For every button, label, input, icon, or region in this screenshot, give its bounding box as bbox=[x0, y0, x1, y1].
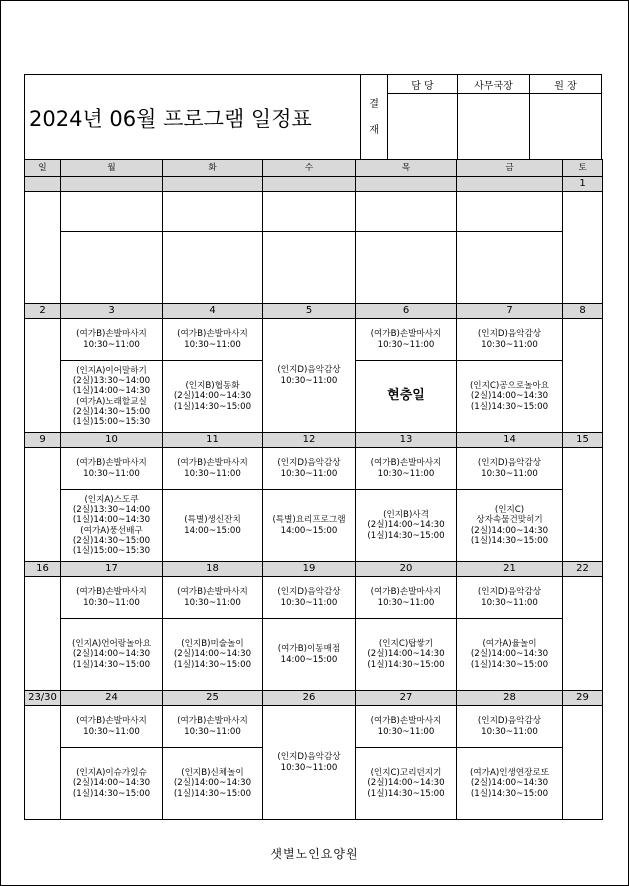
event-cell[interactable] bbox=[61, 232, 163, 304]
approval-label bbox=[361, 75, 388, 161]
event-line: (인지C) bbox=[494, 504, 525, 515]
event-line: 14:00~15:00 bbox=[280, 525, 338, 536]
event-line: (1실)14:30~15:00 bbox=[367, 788, 445, 799]
event-line: (인지D)음악감상 bbox=[477, 329, 542, 340]
event-line: 10:30~11:00 bbox=[280, 762, 338, 773]
event-cell[interactable] bbox=[163, 448, 263, 490]
event-cell[interactable] bbox=[163, 490, 263, 562]
day-number: 22 bbox=[563, 562, 603, 577]
event-cell[interactable] bbox=[163, 192, 263, 232]
event-cell[interactable] bbox=[61, 748, 163, 820]
event-cell[interactable] bbox=[61, 319, 163, 361]
saturday-cell bbox=[563, 192, 603, 304]
event-line: (여가A)인생연장로또 bbox=[470, 768, 549, 779]
event-line: (인지D)음악감상 bbox=[277, 458, 341, 469]
weekday-header: 화 bbox=[163, 160, 263, 177]
event-cell[interactable] bbox=[61, 192, 163, 232]
event-line: (인지C)탑쌓기 bbox=[378, 639, 434, 650]
event-cell[interactable] bbox=[163, 577, 263, 619]
event-cell[interactable] bbox=[356, 361, 457, 433]
event-line: (2실)13:30~14:00 bbox=[72, 375, 151, 386]
event-cell[interactable] bbox=[457, 361, 563, 433]
event-line: (인지A)이슈가있슈 bbox=[76, 768, 147, 779]
event-line: (인지D)음악감상 bbox=[477, 587, 542, 598]
event-line: (인지D)음악감상 bbox=[277, 752, 341, 763]
event-cell[interactable] bbox=[356, 232, 457, 304]
weekday-header: 월 bbox=[61, 160, 163, 177]
event-cell[interactable] bbox=[263, 706, 356, 820]
event-line: (특별)생신잔치 bbox=[184, 515, 241, 526]
event-line: (여가B)손발마사지 bbox=[370, 329, 442, 340]
day-number: 18 bbox=[163, 562, 263, 577]
sunday-cell bbox=[25, 319, 61, 433]
sunday-cell bbox=[25, 577, 61, 691]
event-cell[interactable] bbox=[457, 232, 563, 304]
footer-org-name: 샛별노인요양원 bbox=[270, 847, 359, 861]
event-cell[interactable] bbox=[457, 577, 563, 619]
day-number: 16 bbox=[25, 562, 61, 577]
event-line: (여가B)손발마사지 bbox=[177, 458, 248, 469]
event-cell[interactable] bbox=[163, 748, 263, 820]
day-number: 7 bbox=[457, 304, 563, 319]
event-line: (여가B)손발마사지 bbox=[177, 329, 248, 340]
event-line: (1실)14:30~15:00 bbox=[173, 659, 252, 670]
event-line: 10:30~11:00 bbox=[184, 597, 241, 608]
event-cell[interactable] bbox=[263, 577, 356, 619]
day-number: 23/30 bbox=[25, 691, 61, 706]
event-line: (1실)14:30~15:00 bbox=[173, 401, 252, 412]
event-cell[interactable] bbox=[263, 192, 356, 232]
saturday-cell bbox=[563, 577, 603, 691]
event-line: (인지B)미술놀이 bbox=[181, 639, 244, 650]
day-number: 8 bbox=[563, 304, 603, 319]
sign-box-staff[interactable] bbox=[387, 94, 457, 161]
event-line: (2실)14:00~14:30 bbox=[173, 778, 252, 789]
sunday-cell bbox=[25, 192, 61, 304]
day-number: 9 bbox=[25, 433, 61, 448]
event-line: (여가B)손발마사지 bbox=[370, 716, 442, 727]
event-cell[interactable] bbox=[457, 490, 563, 562]
event-line: 10:30~11:00 bbox=[481, 597, 538, 608]
event-cell[interactable] bbox=[163, 319, 263, 361]
event-cell[interactable] bbox=[356, 490, 457, 562]
event-line: 14:00~15:00 bbox=[184, 525, 241, 536]
day-number: 28 bbox=[457, 691, 563, 706]
day-number: 3 bbox=[61, 304, 163, 319]
event-cell[interactable] bbox=[61, 490, 163, 562]
event-line: (여가B)손발마사지 bbox=[76, 329, 147, 340]
day-number bbox=[457, 177, 563, 192]
event-cell[interactable] bbox=[356, 577, 457, 619]
event-line: 10:30~11:00 bbox=[377, 597, 435, 608]
event-line: 10:30~11:00 bbox=[184, 726, 241, 737]
event-line: (1실)14:30~15:00 bbox=[72, 788, 151, 799]
role-director: 원 장 bbox=[529, 75, 601, 94]
event-line: (인지B)협동화 bbox=[185, 381, 240, 392]
event-line: (2실)14:00~14:30 bbox=[72, 649, 151, 660]
event-cell[interactable] bbox=[457, 619, 563, 691]
day-number: 27 bbox=[356, 691, 457, 706]
event-cell[interactable] bbox=[457, 706, 563, 748]
event-line: (특별)요리프로그램 bbox=[272, 515, 346, 526]
event-line: (여가B)손발마사지 bbox=[370, 587, 442, 598]
day-number bbox=[263, 177, 356, 192]
event-cell[interactable] bbox=[263, 232, 356, 304]
sign-box-director[interactable] bbox=[529, 94, 601, 161]
approval-label-1: 결 bbox=[369, 98, 379, 110]
event-line: (여가B)손발마사지 bbox=[76, 587, 147, 598]
event-cell[interactable] bbox=[356, 748, 457, 820]
event-line: (2실)14:00~14:30 bbox=[173, 391, 252, 402]
event-line: (1실)14:00~14:30 bbox=[72, 515, 151, 526]
weekday-header: 목 bbox=[356, 160, 457, 177]
event-line: (인지C)공으로놀아요 bbox=[469, 381, 550, 392]
day-number: 19 bbox=[263, 562, 356, 577]
event-line: (2실)13:30~14:00 bbox=[72, 504, 151, 515]
event-line: (인지D)음악감상 bbox=[277, 365, 341, 376]
sunday-cell bbox=[25, 706, 61, 820]
event-line: (2실)14:30~15:00 bbox=[72, 535, 151, 546]
day-number: 24 bbox=[61, 691, 163, 706]
event-line: (2실)14:00~14:30 bbox=[470, 778, 549, 789]
day-number: 29 bbox=[563, 691, 603, 706]
event-cell[interactable] bbox=[356, 448, 457, 490]
day-number: 2 bbox=[25, 304, 61, 319]
event-line: (인지A)언어랑놀아요 bbox=[72, 639, 151, 650]
page-title: 2024년 06월 프로그램 일정표 bbox=[25, 75, 361, 161]
event-cell[interactable] bbox=[457, 748, 563, 820]
day-number bbox=[356, 177, 457, 192]
event-line: 10:30~11:00 bbox=[280, 597, 338, 608]
day-number: 11 bbox=[163, 433, 263, 448]
event-line: (2실)14:00~14:30 bbox=[72, 778, 151, 789]
role-staff: 담 당 bbox=[387, 75, 457, 94]
day-number: 10 bbox=[61, 433, 163, 448]
event-line: (여가B)손발마사지 bbox=[76, 458, 147, 469]
event-cell[interactable] bbox=[61, 577, 163, 619]
saturday-cell bbox=[563, 319, 603, 433]
event-line: (인지A)이어말하기 bbox=[76, 365, 147, 376]
day-number: 21 bbox=[457, 562, 563, 577]
event-line: (1실)14:30~15:00 bbox=[173, 788, 252, 799]
event-cell[interactable] bbox=[163, 361, 263, 433]
event-line: (2실)14:00~14:30 bbox=[367, 520, 445, 531]
day-number bbox=[61, 177, 163, 192]
event-cell[interactable] bbox=[356, 192, 457, 232]
day-number: 5 bbox=[263, 304, 356, 319]
event-cell[interactable] bbox=[163, 232, 263, 304]
header-table bbox=[24, 74, 602, 161]
event-line: 10:30~11:00 bbox=[481, 468, 538, 479]
weekday-header: 일 bbox=[25, 160, 61, 177]
day-number: 25 bbox=[163, 691, 263, 706]
saturday-cell bbox=[563, 706, 603, 820]
event-line: (인지D)음악감상 bbox=[277, 587, 341, 598]
day-number: 15 bbox=[563, 433, 603, 448]
event-cell[interactable] bbox=[356, 319, 457, 361]
event-line: (여가B)손발마사지 bbox=[76, 716, 147, 727]
event-line: 10:30~11:00 bbox=[481, 339, 538, 350]
event-cell[interactable] bbox=[457, 319, 563, 361]
event-cell[interactable] bbox=[163, 706, 263, 748]
event-line: (1실)14:30~15:00 bbox=[367, 530, 445, 541]
event-cell[interactable] bbox=[356, 619, 457, 691]
day-number: 20 bbox=[356, 562, 457, 577]
event-cell[interactable] bbox=[263, 319, 356, 433]
event-line: (1실)14:30~15:00 bbox=[470, 659, 549, 670]
weekday-header: 토 bbox=[563, 160, 603, 177]
day-number: 14 bbox=[457, 433, 563, 448]
day-number: 17 bbox=[61, 562, 163, 577]
event-line: 10:30~11:00 bbox=[377, 468, 435, 479]
saturday-cell bbox=[563, 448, 603, 562]
event-line: (여가A)노래할교실 bbox=[76, 396, 147, 407]
event-cell[interactable] bbox=[61, 706, 163, 748]
event-line: (2실)14:00~14:30 bbox=[173, 649, 252, 660]
event-cell[interactable] bbox=[263, 448, 356, 490]
event-line: 10:30~11:00 bbox=[377, 726, 435, 737]
event-line: (1실)14:30~15:00 bbox=[470, 788, 549, 799]
event-cell[interactable] bbox=[61, 361, 163, 433]
event-line: (2실)14:00~14:30 bbox=[367, 778, 445, 789]
event-line: 14:00~15:00 bbox=[280, 654, 338, 665]
sign-box-secretary[interactable] bbox=[457, 94, 529, 161]
event-cell[interactable] bbox=[61, 619, 163, 691]
day-number: 26 bbox=[263, 691, 356, 706]
weekday-header: 수 bbox=[263, 160, 356, 177]
event-line: (2실)14:00~14:30 bbox=[470, 649, 549, 660]
event-line: (1실)14:30~15:00 bbox=[470, 535, 549, 546]
event-line: (인지C)고리던지기 bbox=[370, 768, 442, 779]
event-cell[interactable] bbox=[457, 192, 563, 232]
event-line: (인지B)신체놀이 bbox=[181, 768, 244, 779]
event-line: 10:30~11:00 bbox=[83, 597, 140, 608]
day-number bbox=[25, 177, 61, 192]
event-line: 10:30~11:00 bbox=[184, 468, 241, 479]
event-line: (1실)15:00~15:30 bbox=[72, 417, 151, 428]
event-line: (2실)14:00~14:30 bbox=[470, 391, 549, 402]
event-line: 10:30~11:00 bbox=[377, 339, 435, 350]
event-line: 상자속물건맞히기 bbox=[476, 515, 543, 526]
calendar-table bbox=[24, 159, 603, 820]
event-line: (여가B)손발마사지 bbox=[177, 716, 248, 727]
sunday-cell bbox=[25, 448, 61, 562]
event-cell[interactable] bbox=[356, 706, 457, 748]
event-line: (여가A)율놀이 bbox=[482, 639, 537, 650]
event-cell[interactable] bbox=[263, 619, 356, 691]
event-cell[interactable] bbox=[61, 448, 163, 490]
event-line: (1실)14:30~15:00 bbox=[470, 401, 549, 412]
event-line: (2실)14:30~15:00 bbox=[72, 406, 151, 417]
event-line: 10:30~11:00 bbox=[83, 468, 140, 479]
day-number: 1 bbox=[563, 177, 603, 192]
event-line: 현충일 bbox=[387, 388, 425, 404]
event-line: 10:30~11:00 bbox=[184, 339, 241, 350]
event-line: (인지B)사격 bbox=[383, 510, 429, 521]
event-line: (2실)14:00~14:30 bbox=[367, 649, 445, 660]
event-cell[interactable] bbox=[263, 490, 356, 562]
event-line: (여가A)풍선배구 bbox=[80, 525, 143, 536]
day-number: 6 bbox=[356, 304, 457, 319]
event-line: (인지D)음악감상 bbox=[477, 458, 542, 469]
event-line: 10:30~11:00 bbox=[280, 375, 338, 386]
event-cell[interactable] bbox=[457, 448, 563, 490]
event-line: (1실)15:00~15:30 bbox=[72, 546, 151, 557]
day-number bbox=[163, 177, 263, 192]
event-line: (2실)14:00~14:30 bbox=[470, 525, 549, 536]
weekday-header: 금 bbox=[457, 160, 563, 177]
event-line: (1실)14:00~14:30 bbox=[72, 386, 151, 397]
event-line: (인지D)음악감상 bbox=[477, 716, 542, 727]
role-secretary: 사무국장 bbox=[457, 75, 529, 94]
event-line: (인지A)스도쿠 bbox=[84, 494, 139, 505]
event-line: 10:30~11:00 bbox=[83, 339, 140, 350]
event-line: 10:30~11:00 bbox=[481, 726, 538, 737]
event-line: 10:30~11:00 bbox=[280, 468, 338, 479]
event-cell[interactable] bbox=[163, 619, 263, 691]
event-line: (여가B)손발마사지 bbox=[370, 458, 442, 469]
event-line: (여가B)이동매점 bbox=[277, 644, 341, 655]
day-number: 13 bbox=[356, 433, 457, 448]
approval-label-2: 재 bbox=[369, 124, 379, 136]
event-line: 10:30~11:00 bbox=[83, 726, 140, 737]
event-line: (여가B)손발마사지 bbox=[177, 587, 248, 598]
event-line: (1실)14:30~15:00 bbox=[72, 659, 151, 670]
day-number: 4 bbox=[163, 304, 263, 319]
day-number: 12 bbox=[263, 433, 356, 448]
event-line: (1실)14:30~15:00 bbox=[367, 659, 445, 670]
